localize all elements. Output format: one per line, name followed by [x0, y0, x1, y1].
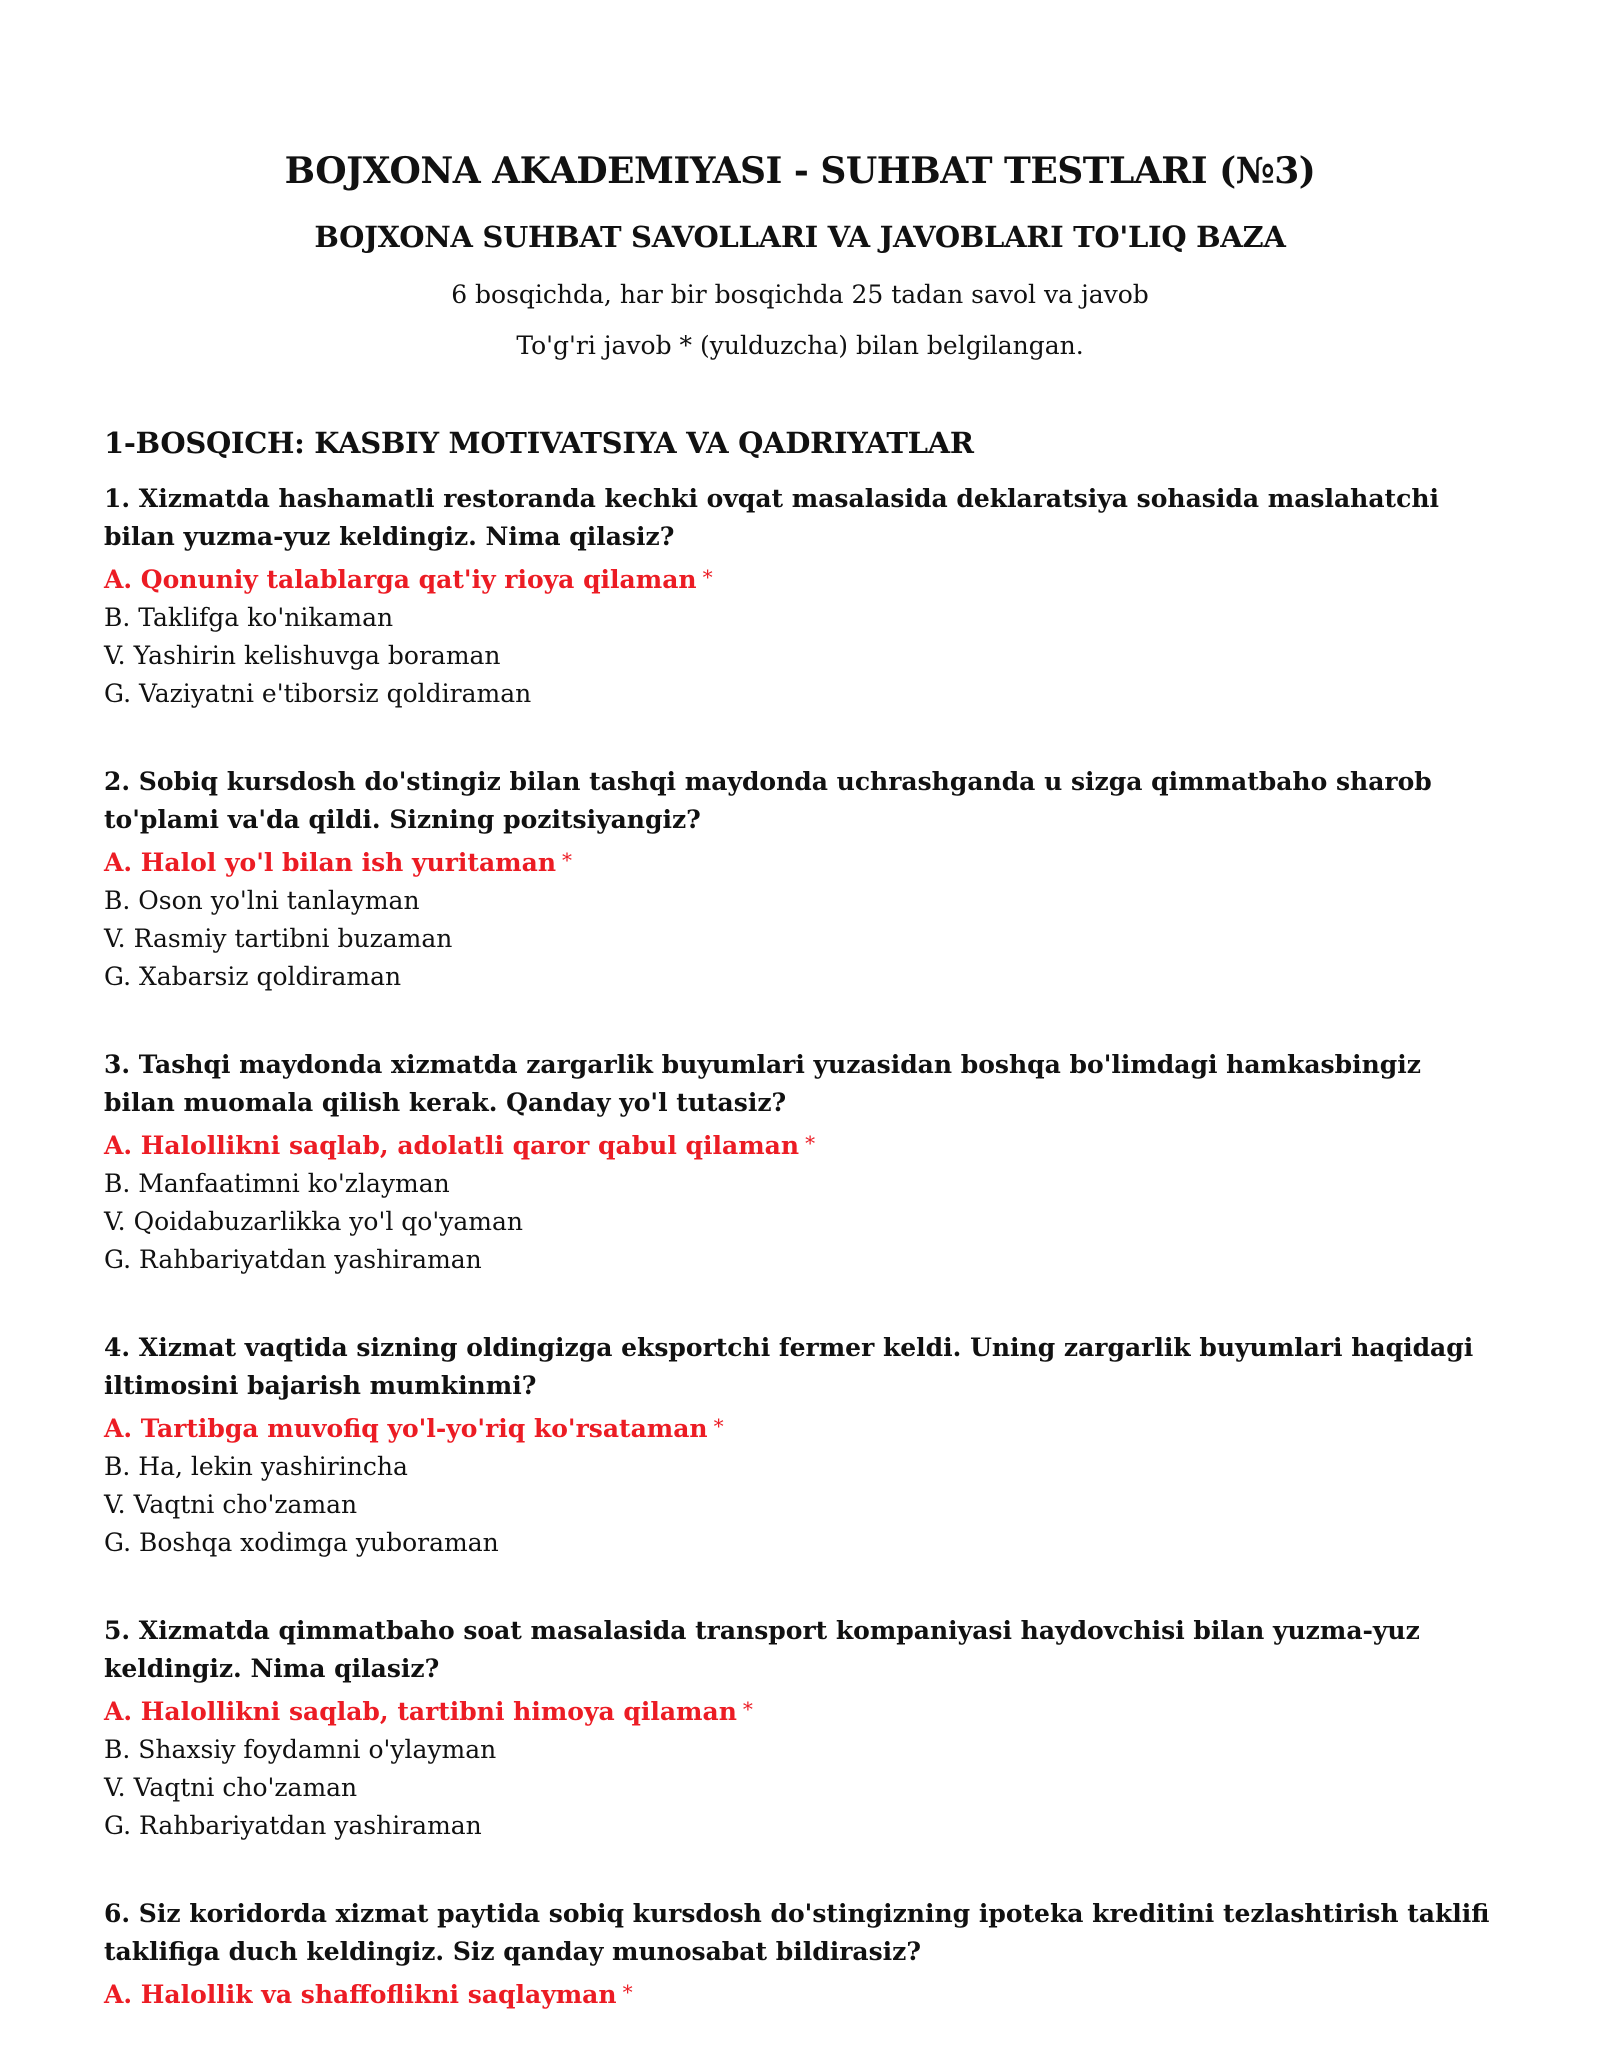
- answer-option-v: V. Qoidabuzarlikka yo'l qo'yaman: [104, 1207, 523, 1236]
- correct-star-marker: *: [702, 565, 713, 589]
- question-block: [104, 480, 1496, 713]
- question-text: 5. Xizmatda qimmatbaho soat masalasida transport kompaniyasi haydovchisi bilan yuzma-yuz keldingiz. Nima qilasiz?: [104, 1616, 1420, 1683]
- answer-option-b: B. Manfaatimni ko'zlayman: [104, 1169, 450, 1198]
- answer-option-v: V. Vaqtni cho'zaman: [104, 1490, 358, 1519]
- answer-text: A. Halollik va shaffoflikni saqlayman: [104, 1980, 617, 2009]
- answer-option-correct: [104, 1407, 1496, 1448]
- answer-option-correct: [104, 1124, 1496, 1165]
- answer-option-g: G. Xabarsiz qoldiraman: [104, 962, 402, 991]
- answer-option-g: G. Rahbariyatdan yashiraman: [104, 1811, 482, 1840]
- answer-option-v: V. Yashirin kelishuvga boraman: [104, 641, 501, 670]
- answer-text: A. Tartibga muvofiq yo'l-yo'riq ko'rsataman: [104, 1414, 708, 1443]
- answer-option-correct: [104, 1690, 1496, 1731]
- document-subtitle: BOJXONA SUHBAT SAVOLLARI VA JAVOBLARI TO'LIQ BAZA: [314, 220, 1286, 254]
- answer-option-b: B. Shaxsiy foydamni o'ylayman: [104, 1735, 497, 1764]
- question-block: [104, 763, 1496, 996]
- question-text: 4. Xizmat vaqtida sizning oldingizga eksportchi fermer keldi. Uning zargarlik buyumlari haqidagi iltimosini bajarish mumkinmi?: [104, 1333, 1474, 1400]
- answer-text: A. Halol yo'l bilan ish yuritaman: [104, 848, 557, 877]
- question-block: [104, 1329, 1496, 1562]
- question-text: 3. Tashqi maydonda xizmatda zargarlik buyumlari yuzasidan boshqa bo'limdagi hamkasbingiz bilan muomala qilish kerak. Qanday yo'l tutasiz?: [104, 1050, 1421, 1117]
- question-block: [104, 1895, 1496, 2014]
- answer-option-g: G. Rahbariyatdan yashiraman: [104, 1245, 482, 1274]
- answer-option-b: B. Taklifga ko'nikaman: [104, 603, 394, 632]
- answer-option-correct: [104, 1973, 1496, 2014]
- correct-star-marker: *: [805, 1131, 816, 1155]
- section-title: 1-BOSQICH: KASBIY MOTIVATSIYA VA QADRIYATLAR: [104, 426, 974, 460]
- correct-star-marker: *: [562, 848, 573, 872]
- info-line-legend: To'g'ri javob * (yulduzcha) bilan belgilangan.: [516, 331, 1084, 360]
- answer-option-g: G. Vaziyatni e'tiborsiz qoldiraman: [104, 679, 532, 708]
- question-block: [104, 1046, 1496, 1279]
- correct-star-marker: *: [713, 1414, 724, 1438]
- answer-option-correct: [104, 841, 1496, 882]
- question-text: 6. Siz koridorda xizmat paytida sobiq kursdosh do'stingizning ipoteka kreditini tezlashtirish taklifi taklifiga duch keldingiz. Siz qanday munosabat bildirasiz?: [104, 1899, 1490, 1966]
- answer-option-v: V. Rasmiy tartibni buzaman: [104, 924, 453, 953]
- question-text: 1. Xizmatda hashamatli restoranda kechki ovqat masalasida deklaratsiya sohasida maslahatchi bilan yuzma-yuz keldingiz. Nima qilasiz?: [104, 484, 1439, 551]
- info-line-stages: 6 bosqichda, har bir bosqichda 25 tadan savol va javob: [451, 280, 1149, 309]
- answer-text: A. Qonuniy talablarga qat'iy rioya qilaman: [104, 565, 697, 594]
- question-block: [104, 1612, 1496, 1845]
- answer-text: A. Halollikni saqlab, adolatli qaror qabul qilaman: [104, 1131, 800, 1160]
- answer-option-v: V. Vaqtni cho'zaman: [104, 1773, 358, 1802]
- correct-star-marker: *: [742, 1697, 753, 1721]
- answer-option-correct: [104, 558, 1496, 599]
- answer-option-g: G. Boshqa xodimga yuboraman: [104, 1528, 499, 1557]
- correct-star-marker: *: [622, 1980, 633, 2004]
- answer-option-b: B. Ha, lekin yashirincha: [104, 1452, 408, 1481]
- answer-option-b: B. Oson yo'lni tanlayman: [104, 886, 420, 915]
- question-text: 2. Sobiq kursdosh do'stingiz bilan tashqi maydonda uchrashganda u sizga qimmatbaho sharob to'plami va'da qildi. Sizning pozitsiyangiz?: [104, 767, 1432, 834]
- answer-text: A. Halollikni saqlab, tartibni himoya qilaman: [104, 1697, 737, 1726]
- document-header: [104, 150, 1496, 360]
- document-title: BOJXONA AKADEMIYASI - SUHBAT TESTLARI (№3): [284, 150, 1316, 192]
